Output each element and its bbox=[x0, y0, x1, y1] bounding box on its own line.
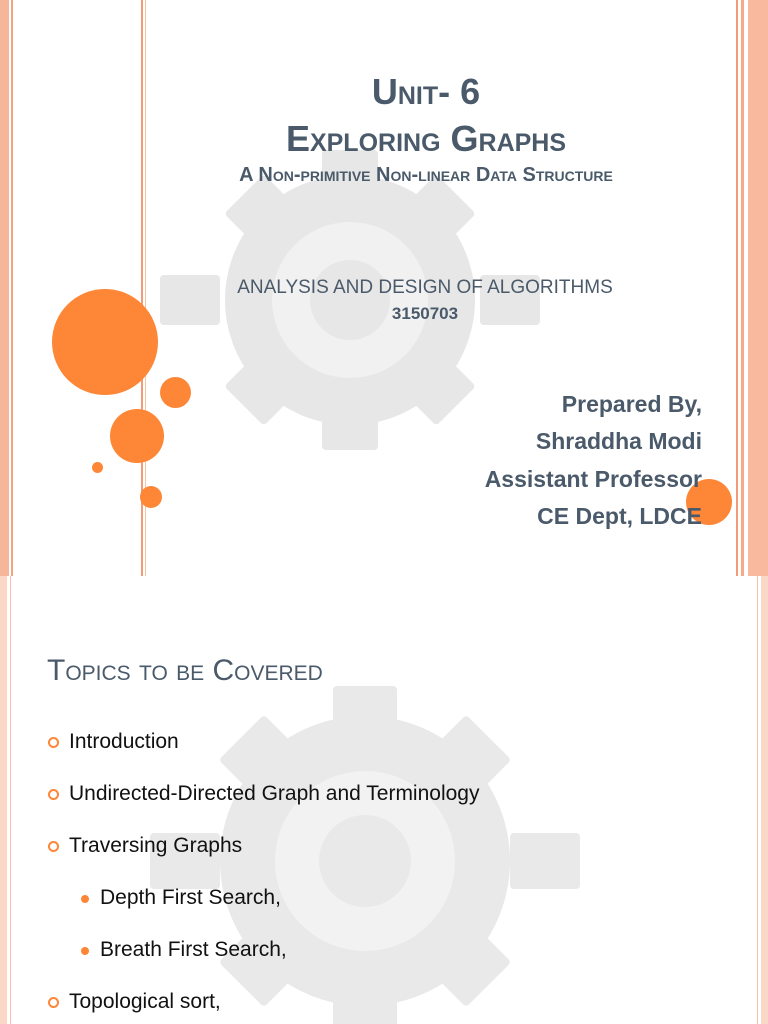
list-item-label: Introduction bbox=[69, 730, 179, 753]
course-name: ANALYSIS AND DESIGN OF ALGORITHMS bbox=[237, 277, 613, 298]
list-item bbox=[69, 833, 242, 859]
dot-bullet-icon bbox=[81, 895, 89, 903]
author-name: Shraddha Modi bbox=[535, 428, 702, 454]
unit-title: Unit- 6 bbox=[371, 71, 481, 112]
slide-title: Exploring Graphs bbox=[285, 118, 567, 159]
decor-circle-tiny bbox=[92, 462, 103, 473]
ring-bullet-icon bbox=[48, 997, 59, 1008]
list-item bbox=[100, 937, 287, 963]
list-item-label: Topological sort, bbox=[69, 990, 221, 1013]
dot-bullet-icon bbox=[81, 947, 89, 955]
decor-circle-medium bbox=[110, 409, 164, 463]
topics-slide bbox=[0, 576, 768, 1024]
prepared-by-label: Prepared By, bbox=[561, 391, 702, 417]
left-stripe-thin bbox=[10, 576, 11, 1024]
list-item-label: Breath First Search, bbox=[100, 938, 287, 961]
list-item-label: Depth First Search, bbox=[100, 886, 281, 909]
ring-bullet-icon bbox=[48, 841, 59, 852]
list-item bbox=[100, 885, 281, 911]
author-department: CE Dept, LDCE bbox=[537, 503, 702, 529]
slide-subtitle: A Non-primitive Non-linear Data Structure bbox=[239, 164, 613, 186]
ring-bullet-icon bbox=[48, 737, 59, 748]
left-stripe bbox=[0, 576, 7, 1024]
decor-circle-small bbox=[160, 377, 191, 408]
list-item-label: Undirected-Directed Graph and Terminology bbox=[69, 782, 480, 805]
right-stripe-thin bbox=[757, 576, 758, 1024]
list-item-label: Traversing Graphs bbox=[69, 834, 243, 857]
decor-circle-small-2 bbox=[140, 486, 162, 508]
course-code: 3150703 bbox=[391, 304, 459, 323]
list-item bbox=[69, 989, 221, 1015]
ring-bullet-icon bbox=[48, 789, 59, 800]
college-gear-logo-icon bbox=[160, 150, 540, 450]
list-item bbox=[69, 729, 179, 755]
author-designation: Assistant Professor bbox=[484, 466, 702, 492]
right-stripe bbox=[761, 576, 768, 1024]
list-item bbox=[69, 781, 479, 807]
decor-circle-large bbox=[52, 289, 158, 395]
slide-heading: Topics to be Covered bbox=[47, 654, 323, 687]
